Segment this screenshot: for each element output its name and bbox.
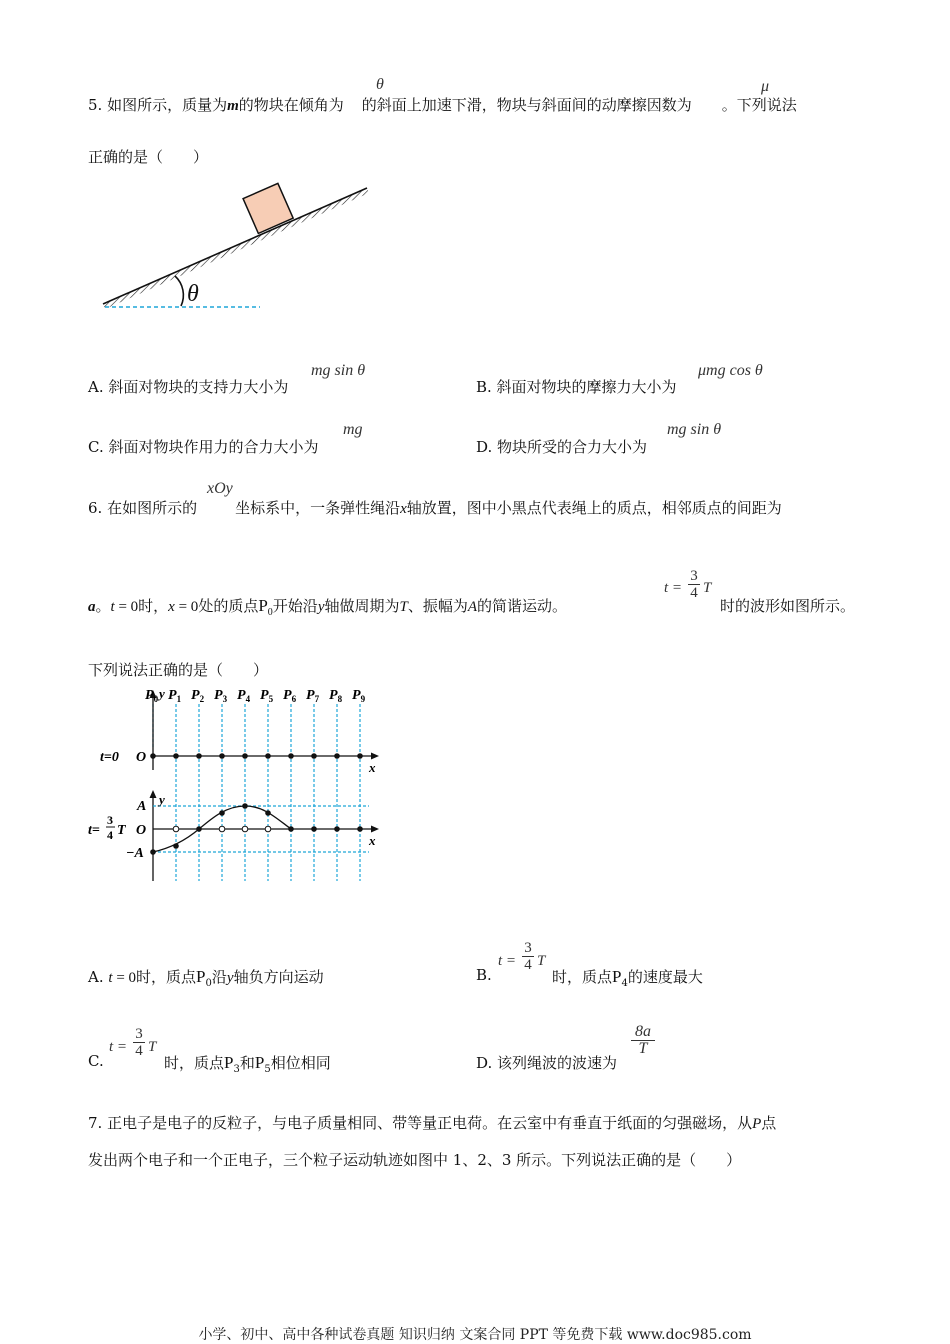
q6-opt-a-t: t = 0 [108,970,137,986]
equilibrium-marker-p1 [173,826,179,832]
q6-opt-c-prefix: C. [88,1052,104,1070]
q5-theta-symbol: θ [376,76,384,93]
q5-mu-symbol: μ [761,78,770,95]
q7-text-a: 7. 正电子是电子的反粒子，与电子质量相同、带等量正电荷。在云室中有垂直于纸面的匀强磁场，从 [88,1114,753,1132]
q6-opt-c-sub3: 3 [233,1064,240,1075]
bottom-y-label: y [159,792,165,807]
equilibrium-marker-p4 [242,826,248,832]
bottom-point-p7 [311,826,317,832]
q5-stem-line1 [88,94,797,115]
bottom-point-p0 [150,849,156,855]
q5-option-d: D. 物块所受的合力大小为 [476,438,648,456]
wave-figure [86,682,386,887]
q6-opt-b-end: 的速度最大 [627,968,703,986]
point-label-p1: $P_1$ [168,688,182,704]
q6-text-i: 时的波形如图所示。 [720,597,856,615]
point-label-p3: $P_3$ [214,688,228,704]
q6-P0: P [258,596,268,615]
top-point-p7 [311,753,317,759]
q6-opt-c-and: 和 [239,1054,255,1072]
top-y-label: y [159,686,165,701]
top-point-p0 [150,753,156,759]
bottom-time-prefix: t= [88,823,100,838]
q6-text-e: 开始沿 [272,597,318,615]
q6-opt-a-prefix: A. [88,968,104,986]
q6-t0: t = 0 [110,599,139,615]
amplitude-minus-label: −A [126,846,144,861]
q6-period-mark: 。 [95,597,111,615]
q5-stem-text-b: 的物块在倾角为 [238,96,344,114]
q6-text-c: 时， [138,597,169,615]
q5-option-c-math: mg [343,421,363,438]
q5-option-b: B. 斜面对物块的摩擦力大小为 [476,378,677,396]
bottom-point-p6 [288,826,294,832]
point-label-p6: $P_6$ [283,688,297,704]
q5-option-d-math: mg sin θ [667,421,722,438]
bottom-point-p5 [265,810,271,816]
q6-opt-a-P: P [196,967,206,986]
q6-opt-a-end: 轴负方向运动 [233,968,324,986]
q6-stem-text-c: 轴放置，图中小黑点代表绳上的质点，相邻质点的间距为 [406,499,782,517]
q7-line1 [88,1112,776,1133]
q6-opt-b-T: T [537,953,546,969]
q6-opt-a-mid: 时，质点 [136,968,197,986]
bottom-time-num: 3 [107,813,113,827]
q6-stem-line1 [88,497,782,518]
q5-stem-text-d: 。下列说法 [721,96,797,114]
rope-points [150,753,363,855]
q6-text-d: 处的质点 [198,597,259,615]
q7-text-b: 点 [761,1114,777,1132]
q6-text-g: 、振幅为 [407,597,468,615]
bottom-origin-label: O [136,823,147,838]
q6-A-symbol: A [467,599,478,615]
equilibrium-marker-p5 [265,826,271,832]
bottom-time-den: 4 [107,828,113,842]
q5-option-a: A. 斜面对物块的支持力大小为 [88,378,289,396]
top-point-p6 [288,753,294,759]
bottom-x-arrow [371,826,379,833]
amplitude-plus-label: A [137,799,147,814]
q7-P-symbol: P [752,1116,762,1132]
fig-theta-label: θ [187,281,199,307]
top-point-p3 [219,753,225,759]
top-point-p1 [173,753,179,759]
q5-option-a-math: mg sin θ [311,362,366,379]
q6-fraction-3-4 [688,568,700,601]
q6-P0-sub: 0 [267,607,273,618]
q6-xoy-symbol: xOy [207,480,233,497]
q6-x-symbol: x [400,501,407,517]
q6-option-b-text [552,966,703,989]
q6-frac-num: 3 [690,568,698,584]
point-label-p2: $P_2$ [191,688,205,704]
bottom-time-T: T [117,823,126,838]
q6-opt-b-prefix: B. [476,966,492,984]
q6-x0: x = 0 [168,599,199,615]
q6-opt-c-end: 相位相同 [270,1054,331,1072]
q6-opt-c-fraction [133,1026,145,1059]
q6-opt-d-num: 8a [635,1023,651,1040]
q6-option-d: D. 该列绳波的波速为 [476,1054,618,1072]
q6-opt-c-t: t = [109,1039,128,1055]
point-label-p0: $P_0$ [145,688,159,704]
q5-stem-line2: 正确的是（ ） [88,148,209,166]
page-footer: 小学、初中、高中各种试卷真题 知识归纳 文案合同 PPT 等免费下载 www.doc985.com [198,1327,752,1343]
q6-opt-b-den: 4 [524,957,532,973]
bottom-point-p9 [357,826,363,832]
q6-opt-d-den: T [638,1040,648,1057]
q6-opt-d-fraction [631,1024,655,1057]
point-label-p8: $P_8$ [329,688,343,704]
q6-T-symbol: T [399,599,408,615]
equilibrium-marker-p3 [219,826,225,832]
bottom-point-p1 [173,843,179,849]
q6-option-c-text [164,1052,331,1075]
point-label-p5: $P_5$ [260,688,274,704]
top-point-p5 [265,753,271,759]
q6-opt-c-P5: P [254,1053,265,1072]
q6-opt-b-fraction [522,940,534,973]
q7-line2: 发出两个电子和一个正电子，三个粒子运动轨迹如图中 1、2、3 所示。下列说法正确的是（ ） [88,1151,742,1169]
q6-opt-c-num: 3 [135,1026,143,1042]
q5-option-b-math: μmg cos θ [698,362,763,379]
top-point-p2 [196,753,202,759]
incline-hatching [103,188,369,309]
q6-y-symbol: y [317,599,325,615]
q6-opt-a-tail: 沿 [211,968,227,986]
bottom-point-p3 [219,810,225,816]
point-label-p4: $P_4$ [237,688,251,704]
q6-stem-text-b: 坐标系中，一条弹性绳沿 [235,499,401,517]
q5-stem-text-c: 的斜面上加速下滑，物块与斜面间的动摩擦因数为 [361,96,692,114]
q6-opt-c-den: 4 [135,1043,143,1059]
q6-opt-c-T: T [148,1039,157,1055]
top-point-p9 [357,753,363,759]
q6-spacing-symbol: a [88,599,96,615]
q6-text-h: 的简谐运动。 [477,597,568,615]
incline-surface [103,188,367,304]
q6-opt-b-sub: 4 [621,978,628,989]
q6-opt-b-num: 3 [524,940,532,956]
q5-option-c: C. 斜面对物块作用力的合力大小为 [88,438,319,456]
q5-stem-text-a: 5. 如图所示，质量为 [88,96,228,114]
bottom-point-p2 [196,826,202,832]
q6-opt-a-sub: 0 [205,978,212,989]
top-origin-label: O [136,750,147,765]
q6-opt-b-t: t = [498,953,517,969]
theta-arc [175,276,183,306]
incline-figure [95,180,385,320]
top-x-label: x [369,760,376,775]
q6-opt-c-P3: P [224,1053,234,1072]
bottom-x-label: x [369,833,376,848]
q6-opt-b-mid: 时，质点 [552,968,613,986]
bottom-point-p4 [242,803,248,809]
point-gridlines [153,704,360,881]
q6-text-f: 轴做周期为 [324,597,400,615]
q6-frac-den: 4 [690,585,698,601]
q6-stem-line2 [88,595,567,618]
q6-opt-b-P: P [612,967,622,986]
q6-stem-line3: 下列说法正确的是（ ） [88,661,269,679]
top-x-arrow [371,753,379,760]
q6-frac-T: T [703,580,712,596]
q5-mass-symbol: m [227,98,239,114]
q6-stem-text-a: 6. 在如图所示的 [88,499,198,517]
q6-opt-a-y: y [226,970,234,986]
q6-opt-c-sub5: 5 [264,1064,271,1075]
top-time-label: t=0 [100,750,119,765]
top-point-p4 [242,753,248,759]
q6-opt-c-mid: 时，质点 [164,1054,225,1072]
point-label-p9: $P_9$ [352,688,366,704]
bottom-point-p8 [334,826,340,832]
top-point-p8 [334,753,340,759]
point-label-p7: $P_7$ [306,688,320,704]
q6-option-a [88,966,324,989]
q6-frac-t: t = [664,580,683,596]
point-labels [145,688,366,704]
bottom-y-arrow [150,790,157,798]
